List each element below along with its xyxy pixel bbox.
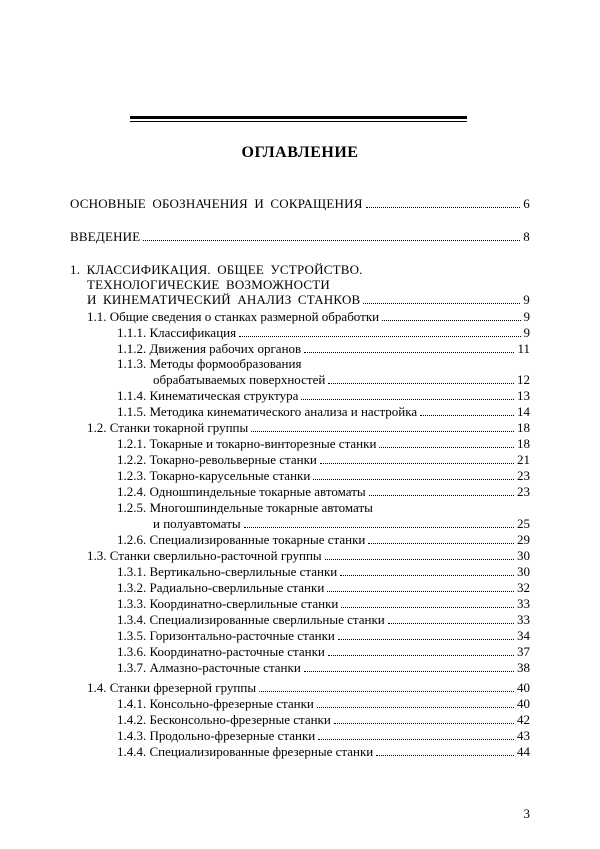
toc-entry-text: 1.2.2. Токарно-револьверные станки xyxy=(117,452,317,467)
toc-entry-page: 18 xyxy=(517,420,530,435)
toc-entry-page: 43 xyxy=(517,728,530,743)
toc-entry-1-4[interactable] xyxy=(87,680,530,695)
leader-dots xyxy=(327,590,514,592)
leader-dots xyxy=(317,706,514,708)
toc-entry-1-1-3-line-1[interactable]: 1.1.3. Методы формообразования xyxy=(117,356,302,371)
leader-dots xyxy=(320,462,514,464)
toc-entry-text: 1.2.4. Одношпиндельные токарные автоматы xyxy=(117,484,366,499)
toc-entry-intro[interactable] xyxy=(70,229,530,244)
toc-entry-page: 11 xyxy=(517,341,530,356)
leader-dots xyxy=(368,542,514,544)
toc-entry-1-1-2[interactable] xyxy=(117,341,530,356)
toc-entry-text: 1.4.4. Специализированные фрезерные станки xyxy=(117,744,374,759)
toc-entry-1-3-3[interactable] xyxy=(117,596,530,611)
toc-entry-text: И КИНЕМАТИЧЕСКИЙ АНАЛИЗ СТАНКОВ xyxy=(87,292,361,307)
leader-dots xyxy=(341,606,514,608)
toc-entry-1-1-3[interactable] xyxy=(153,372,530,387)
toc-entry-page: 32 xyxy=(517,580,530,595)
toc-entry-page: 34 xyxy=(517,628,530,643)
leader-dots xyxy=(328,654,514,656)
toc-entry-text: 1.4. Станки фрезерной группы xyxy=(87,680,257,695)
toc-entry-text: 1.4.3. Продольно-фрезерные станки xyxy=(117,728,316,743)
toc-entry-text: и полуавтоматы xyxy=(153,516,241,531)
leader-dots xyxy=(244,526,514,528)
toc-entry-page: 9 xyxy=(523,292,530,307)
toc-entry-text: 1.3.1. Вертикально-сверлильные станки xyxy=(117,564,338,579)
toc-entry-1-1[interactable] xyxy=(87,309,530,324)
leader-dots xyxy=(338,638,514,640)
toc-entry-page: 18 xyxy=(517,436,530,451)
toc-entry-1-2-5-line-1[interactable]: 1.2.5. Многошпиндельные токарные автоматы xyxy=(117,500,373,515)
toc-entry-text: 1.1.2. Движения рабочих органов xyxy=(117,341,302,356)
toc-entry-page: 40 xyxy=(517,696,530,711)
chapter-title-line-2[interactable]: ТЕХНОЛОГИЧЕСКИЕ ВОЗМОЖНОСТИ xyxy=(87,277,330,292)
leader-dots xyxy=(379,446,514,448)
toc-entry-1-4-1[interactable] xyxy=(117,696,530,711)
leader-dots xyxy=(334,722,514,724)
leader-dots xyxy=(382,319,520,321)
toc-entry-page: 6 xyxy=(523,196,530,211)
toc-entry-1-3[interactable] xyxy=(87,548,530,563)
toc-entry-1-2-4[interactable] xyxy=(117,484,530,499)
toc-entry-page: 38 xyxy=(517,660,530,675)
toc-entry-page: 42 xyxy=(517,712,530,727)
toc-entry-page: 40 xyxy=(517,680,530,695)
toc-entry-1-2-3[interactable] xyxy=(117,468,530,483)
toc-entry-page: 29 xyxy=(517,532,530,547)
toc-entry-page: 12 xyxy=(517,372,530,387)
toc-entry-1-3-6[interactable] xyxy=(117,644,530,659)
toc-entry-page: 33 xyxy=(517,596,530,611)
toc-entry-text: 1.2.1. Токарные и токарно-винторезные станки xyxy=(117,436,377,451)
leader-dots xyxy=(304,670,514,672)
leader-dots xyxy=(304,351,514,353)
toc-entry-page: 9 xyxy=(523,309,530,324)
toc-entry-page: 8 xyxy=(523,229,530,244)
toc-entry-1-1-1[interactable] xyxy=(117,325,530,340)
leader-dots xyxy=(366,206,521,208)
leader-dots xyxy=(251,430,514,432)
leader-dots xyxy=(369,494,514,496)
toc-entry-page: 23 xyxy=(517,468,530,483)
toc-entry-1-1-4[interactable] xyxy=(117,388,530,403)
page-number: 3 xyxy=(523,806,530,821)
leader-dots xyxy=(318,738,514,740)
leader-dots xyxy=(301,398,514,400)
toc-entry-text: ОСНОВНЫЕ ОБОЗНАЧЕНИЯ И СОКРАЩЕНИЯ xyxy=(70,196,363,211)
toc-entry-1-4-4[interactable] xyxy=(117,744,530,759)
leader-dots xyxy=(239,335,520,337)
leader-dots xyxy=(340,574,514,576)
toc-entry-page: 9 xyxy=(523,325,530,340)
toc-entry-text: 1.3.5. Горизонтально-расточные станки xyxy=(117,628,335,643)
toc-entry-text: 1.1.1. Классификация xyxy=(117,325,237,340)
toc-heading: ОГЛАВЛЕНИЕ xyxy=(241,144,359,161)
toc-entry-1-4-2[interactable] xyxy=(117,712,530,727)
leader-dots xyxy=(376,754,514,756)
toc-entry-page: 25 xyxy=(517,516,530,531)
toc-entry-text: ВВЕДЕНИЕ xyxy=(70,229,141,244)
toc-entry-text: 1.3.3. Координатно-сверлильные станки xyxy=(117,596,339,611)
leader-dots xyxy=(420,414,514,416)
toc-entry-1-3-1[interactable] xyxy=(117,564,530,579)
leader-dots xyxy=(325,558,514,560)
toc-entry-text: 1.3. Станки сверлильно-расточной группы xyxy=(87,548,322,563)
toc-entry-text: 1.1.5. Методика кинематического анализа и настройка xyxy=(117,404,418,419)
toc-entry-page: 44 xyxy=(517,744,530,759)
toc-entry-1-3-4[interactable] xyxy=(117,612,530,627)
leader-dots xyxy=(143,239,520,241)
toc-entry-text: 1.2.6. Специализированные токарные станки xyxy=(117,532,366,547)
toc-entry-page: 13 xyxy=(517,388,530,403)
toc-entry-page: 30 xyxy=(517,564,530,579)
toc-entry-text: обрабатываемых поверхностей xyxy=(153,372,326,387)
toc-entry-1-2-1[interactable] xyxy=(117,436,530,451)
toc-entry-1-3-7[interactable] xyxy=(117,660,530,675)
leader-dots xyxy=(328,382,514,384)
toc-entry-page: 33 xyxy=(517,612,530,627)
toc-entry-1-2[interactable] xyxy=(87,420,530,435)
toc-entry-text: 1.4.1. Консольно-фрезерные станки xyxy=(117,696,314,711)
toc-entry-page: 14 xyxy=(517,404,530,419)
toc-entry-text: 1.3.2. Радиально-сверлильные станки xyxy=(117,580,325,595)
toc-entry-1-3-2[interactable] xyxy=(117,580,530,595)
toc-entry-1-3-5[interactable] xyxy=(117,628,530,643)
toc-entry-text: 1.3.6. Координатно-расточные станки xyxy=(117,644,325,659)
chapter-title-line-1[interactable]: 1. КЛАССИФИКАЦИЯ. ОБЩЕЕ УСТРОЙСТВО. xyxy=(70,262,363,277)
toc-entry-text: 1.1.4. Кинематическая структура xyxy=(117,388,299,403)
toc-entry-1-4-3[interactable] xyxy=(117,728,530,743)
toc-entry-chapter-1[interactable] xyxy=(87,292,530,307)
toc-entry-text: 1.3.4. Специализированные сверлильные станки xyxy=(117,612,385,627)
leader-dots xyxy=(313,478,514,480)
toc-entry-text: 1.3.7. Алмазно-расточные станки xyxy=(117,660,301,675)
toc-entry-text: 1.1. Общие сведения о станках размерной обработки xyxy=(87,309,380,324)
leader-dots xyxy=(363,302,520,304)
toc-entry-page: 23 xyxy=(517,484,530,499)
toc-entry-text: 1.2.3. Токарно-карусельные станки xyxy=(117,468,311,483)
toc-entry-1-2-5[interactable] xyxy=(153,516,530,531)
toc-entry-page: 21 xyxy=(517,452,530,467)
toc-entry-1-2-2[interactable] xyxy=(117,452,530,467)
toc-entry-page: 30 xyxy=(517,548,530,563)
toc-entry-notation[interactable] xyxy=(70,196,530,211)
toc-entry-text: 1.4.2. Бесконсольно-фрезерные станки xyxy=(117,712,331,727)
toc-entry-page: 37 xyxy=(517,644,530,659)
leader-dots xyxy=(388,622,514,624)
leader-dots xyxy=(259,690,514,692)
toc-entry-text: 1.2. Станки токарной группы xyxy=(87,420,249,435)
toc-entry-1-1-5[interactable] xyxy=(117,404,530,419)
toc-entry-1-2-6[interactable] xyxy=(117,532,530,547)
